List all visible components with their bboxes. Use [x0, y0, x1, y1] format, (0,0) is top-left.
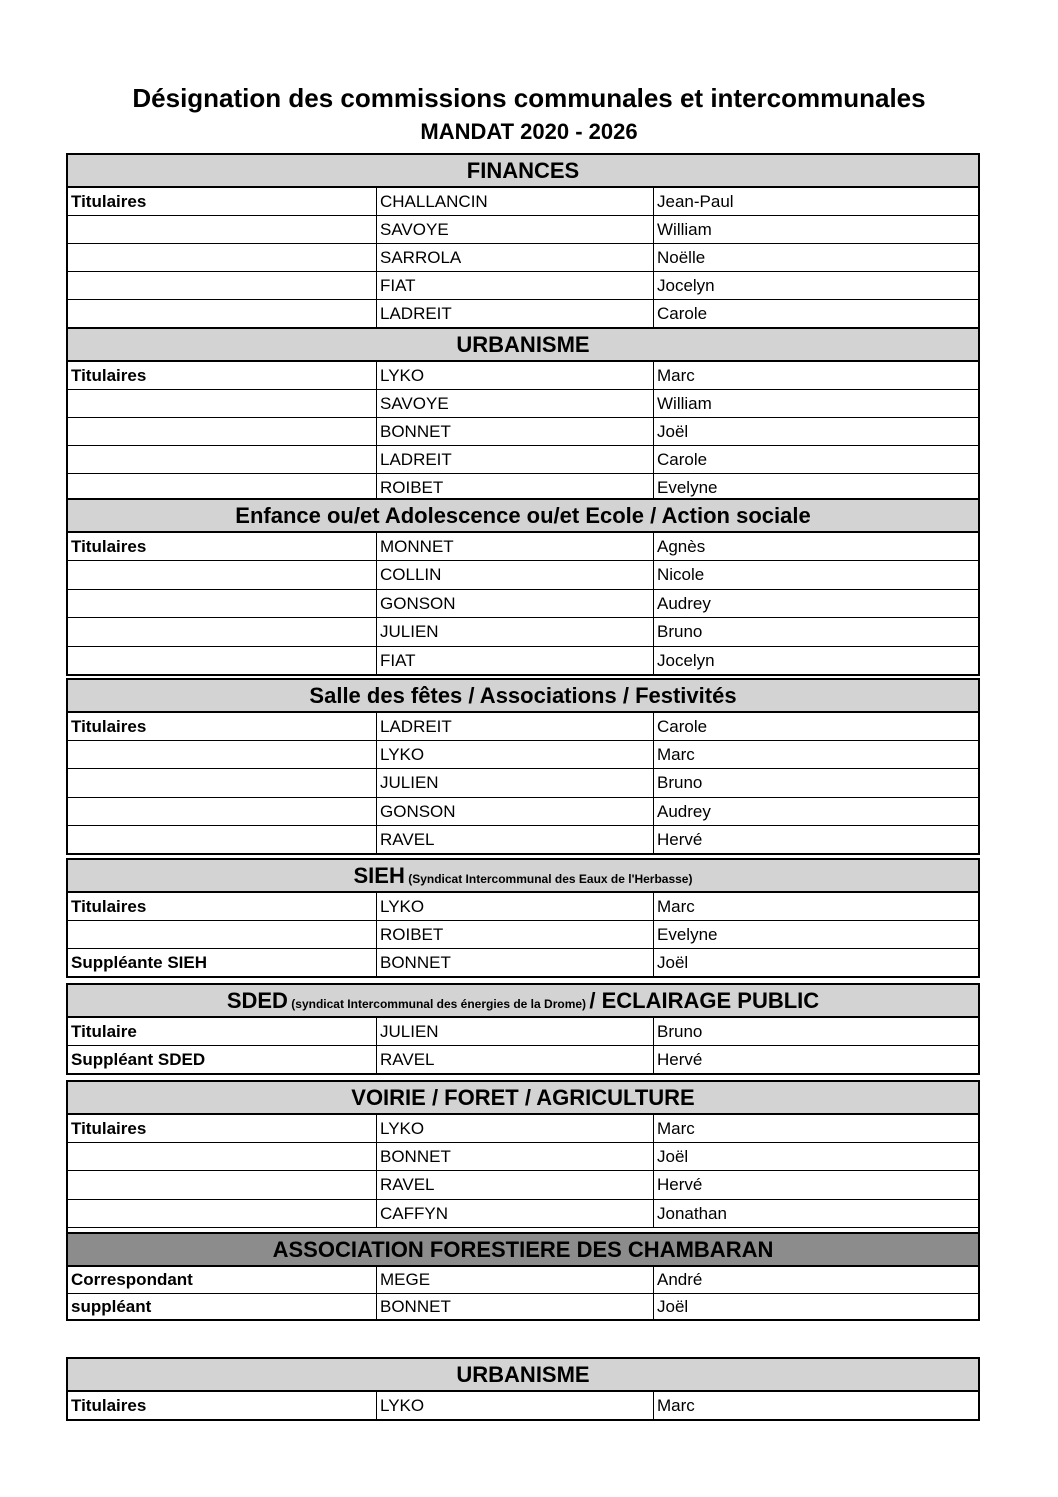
firstname-cell: Jocelyn [653, 647, 978, 674]
section-title [68, 860, 978, 893]
table-row [68, 362, 978, 389]
table-row [68, 533, 978, 560]
table-row [68, 1392, 978, 1419]
section-title-text: Salle des fêtes / Associations / Festivités [309, 683, 737, 708]
firstname-cell: Agnès [653, 533, 978, 560]
section-title-text: URBANISME [456, 1362, 590, 1387]
section-rows [68, 188, 978, 327]
table-row [68, 188, 978, 215]
page-title: Désignation des commissions communales et intercommunales [132, 83, 926, 113]
lastname-cell: LYKO [376, 893, 653, 920]
section-subtitle: (syndicat Intercommunal des énergies de la Drome) [287, 997, 590, 1011]
section-rows [68, 1267, 978, 1319]
table-row [68, 1045, 978, 1073]
role-cell [68, 474, 376, 501]
role-cell [68, 826, 376, 853]
table-row [68, 797, 978, 825]
section-title [68, 155, 978, 188]
firstname-cell: Marc [653, 741, 978, 768]
table-row [68, 920, 978, 948]
lastname-cell: LYKO [376, 362, 653, 389]
section-rows [68, 533, 978, 674]
section-title [68, 1234, 978, 1267]
table-row [68, 825, 978, 853]
role-cell [68, 390, 376, 417]
firstname-cell: Bruno [653, 1018, 978, 1045]
table-row [68, 560, 978, 588]
table-row [68, 617, 978, 645]
role-cell [68, 647, 376, 674]
firstname-cell: Hervé [653, 826, 978, 853]
lastname-cell: SAVOYE [376, 216, 653, 243]
role-cell [68, 741, 376, 768]
table-row [68, 1199, 978, 1227]
lastname-cell: JULIEN [376, 1018, 653, 1045]
lastname-cell: BONNET [376, 949, 653, 976]
table-row [68, 740, 978, 768]
table-row [68, 1018, 978, 1045]
role-cell [68, 300, 376, 327]
role-cell: Titulaires [71, 1119, 147, 1138]
section-afc [66, 1232, 980, 1321]
section-rows [68, 713, 978, 853]
firstname-cell: Marc [653, 1392, 978, 1419]
firstname-cell: Joël [653, 949, 978, 976]
firstname-cell: Carole [653, 713, 978, 740]
firstname-cell: Evelyne [653, 474, 978, 501]
firstname-cell: William [653, 216, 978, 243]
section-title [68, 1082, 978, 1115]
lastname-cell: JULIEN [376, 769, 653, 796]
lastname-cell: RAVEL [376, 1171, 653, 1198]
firstname-cell: Jonathan [653, 1200, 978, 1227]
lastname-cell: CAFFYN [376, 1200, 653, 1227]
role-cell: Titulaires [71, 537, 147, 556]
lastname-cell: COLLIN [376, 561, 653, 588]
role-cell: Titulaires [71, 717, 147, 736]
firstname-cell: Marc [653, 362, 978, 389]
firstname-cell: Jean-Paul [653, 188, 978, 215]
table-row [68, 445, 978, 473]
section-sded [66, 983, 980, 1075]
section-title-text: SDED [226, 988, 288, 1013]
lastname-cell: BONNET [376, 1143, 653, 1170]
lastname-cell: GONSON [376, 798, 653, 825]
role-cell [68, 446, 376, 473]
role-cell [68, 418, 376, 445]
lastname-cell: LYKO [376, 1115, 653, 1142]
role-cell [68, 921, 376, 948]
firstname-cell: Evelyne [653, 921, 978, 948]
firstname-cell: Joël [653, 418, 978, 445]
table-row [68, 1267, 978, 1293]
lastname-cell: FIAT [376, 272, 653, 299]
firstname-cell: Bruno [653, 769, 978, 796]
firstname-cell: André [653, 1267, 978, 1293]
section-rows [68, 1392, 978, 1419]
firstname-cell: Marc [653, 893, 978, 920]
section-title [68, 1359, 978, 1392]
table-row [68, 1170, 978, 1198]
lastname-cell: RAVEL [376, 1046, 653, 1073]
role-cell [68, 798, 376, 825]
section-subtitle: (Syndicat Intercommunal des Eaux de l'Herbasse) [404, 872, 693, 886]
table-row [68, 713, 978, 740]
table-row [68, 271, 978, 299]
lastname-cell: LADREIT [376, 300, 653, 327]
lastname-cell: BONNET [376, 418, 653, 445]
section-urbanisme2 [66, 1357, 980, 1421]
table-row [68, 948, 978, 976]
role-cell: Titulaire [71, 1022, 137, 1041]
lastname-cell: SAVOYE [376, 390, 653, 417]
lastname-cell: BONNET [376, 1294, 653, 1320]
section-rows [68, 893, 978, 976]
section-rows [68, 362, 978, 501]
section-title-text: SIEH [353, 863, 405, 888]
firstname-cell: Bruno [653, 618, 978, 645]
role-cell [68, 590, 376, 617]
table-row [68, 589, 978, 617]
section-voirie [66, 1080, 980, 1236]
role-cell: Suppléante SIEH [71, 953, 208, 972]
lastname-cell: FIAT [376, 647, 653, 674]
role-cell: Titulaires [71, 1396, 147, 1415]
section-title-text: VOIRIE / FORET / AGRICULTURE [351, 1085, 695, 1110]
firstname-cell: Carole [653, 300, 978, 327]
firstname-cell: Audrey [653, 798, 978, 825]
table-row [68, 646, 978, 674]
table-row [68, 389, 978, 417]
lastname-cell: ROIBET [376, 474, 653, 501]
section-title [68, 500, 978, 533]
table-row [68, 893, 978, 920]
page-subtitle: MANDAT 2020 - 2026 [420, 119, 638, 144]
table-row [68, 1115, 978, 1142]
role-cell [68, 216, 376, 243]
section-rows [68, 1115, 978, 1234]
section-title [68, 985, 978, 1018]
section-title-text: Enfance ou/et Adolescence ou/et Ecole / Action sociale [235, 503, 811, 528]
role-cell [68, 1200, 376, 1227]
lastname-cell: LYKO [376, 741, 653, 768]
firstname-cell: Carole [653, 446, 978, 473]
firstname-cell: Joël [653, 1143, 978, 1170]
lastname-cell: CHALLANCIN [376, 188, 653, 215]
table-row [68, 1293, 978, 1320]
section-title [68, 329, 978, 362]
role-cell: Titulaires [71, 897, 147, 916]
firstname-cell: Noëlle [653, 244, 978, 271]
table-row [68, 417, 978, 445]
firstname-cell: Hervé [653, 1171, 978, 1198]
section-title-suffix: / ECLAIRAGE PUBLIC [589, 988, 820, 1013]
role-cell: Titulaires [71, 366, 147, 385]
lastname-cell: LADREIT [376, 713, 653, 740]
section-salle [66, 678, 980, 855]
section-title [68, 680, 978, 713]
lastname-cell: LYKO [376, 1392, 653, 1419]
section-title-text: ASSOCIATION FORESTIERE DES CHAMBARAN [272, 1237, 774, 1262]
table-row [68, 243, 978, 271]
role-cell [68, 244, 376, 271]
lastname-cell: MEGE [376, 1267, 653, 1293]
table-row [68, 299, 978, 327]
section-title-text: URBANISME [456, 332, 590, 357]
role-cell [68, 1171, 376, 1198]
firstname-cell: Hervé [653, 1046, 978, 1073]
role-cell: suppléant [71, 1296, 152, 1316]
firstname-cell: Joël [653, 1294, 978, 1320]
firstname-cell: William [653, 390, 978, 417]
section-finances [66, 153, 980, 329]
table-row [68, 215, 978, 243]
lastname-cell: JULIEN [376, 618, 653, 645]
section-enfance [66, 498, 980, 676]
table-row [68, 768, 978, 796]
table-row [68, 1142, 978, 1170]
role-cell: Titulaires [71, 192, 147, 211]
section-title-text: FINANCES [466, 158, 580, 183]
lastname-cell: RAVEL [376, 826, 653, 853]
role-cell [68, 618, 376, 645]
section-rows [68, 1018, 978, 1073]
role-cell [68, 769, 376, 796]
firstname-cell: Audrey [653, 590, 978, 617]
lastname-cell: ROIBET [376, 921, 653, 948]
role-cell [68, 561, 376, 588]
role-cell [68, 272, 376, 299]
firstname-cell: Jocelyn [653, 272, 978, 299]
lastname-cell: LADREIT [376, 446, 653, 473]
table-row [68, 473, 978, 501]
role-cell: Suppléant SDED [71, 1050, 206, 1069]
firstname-cell: Marc [653, 1115, 978, 1142]
section-urbanisme [66, 327, 980, 503]
lastname-cell: GONSON [376, 590, 653, 617]
role-cell [68, 1143, 376, 1170]
lastname-cell: SARROLA [376, 244, 653, 271]
lastname-cell: MONNET [376, 533, 653, 560]
role-cell: Correspondant [71, 1270, 193, 1289]
firstname-cell: Nicole [653, 561, 978, 588]
section-sieh [66, 858, 980, 978]
